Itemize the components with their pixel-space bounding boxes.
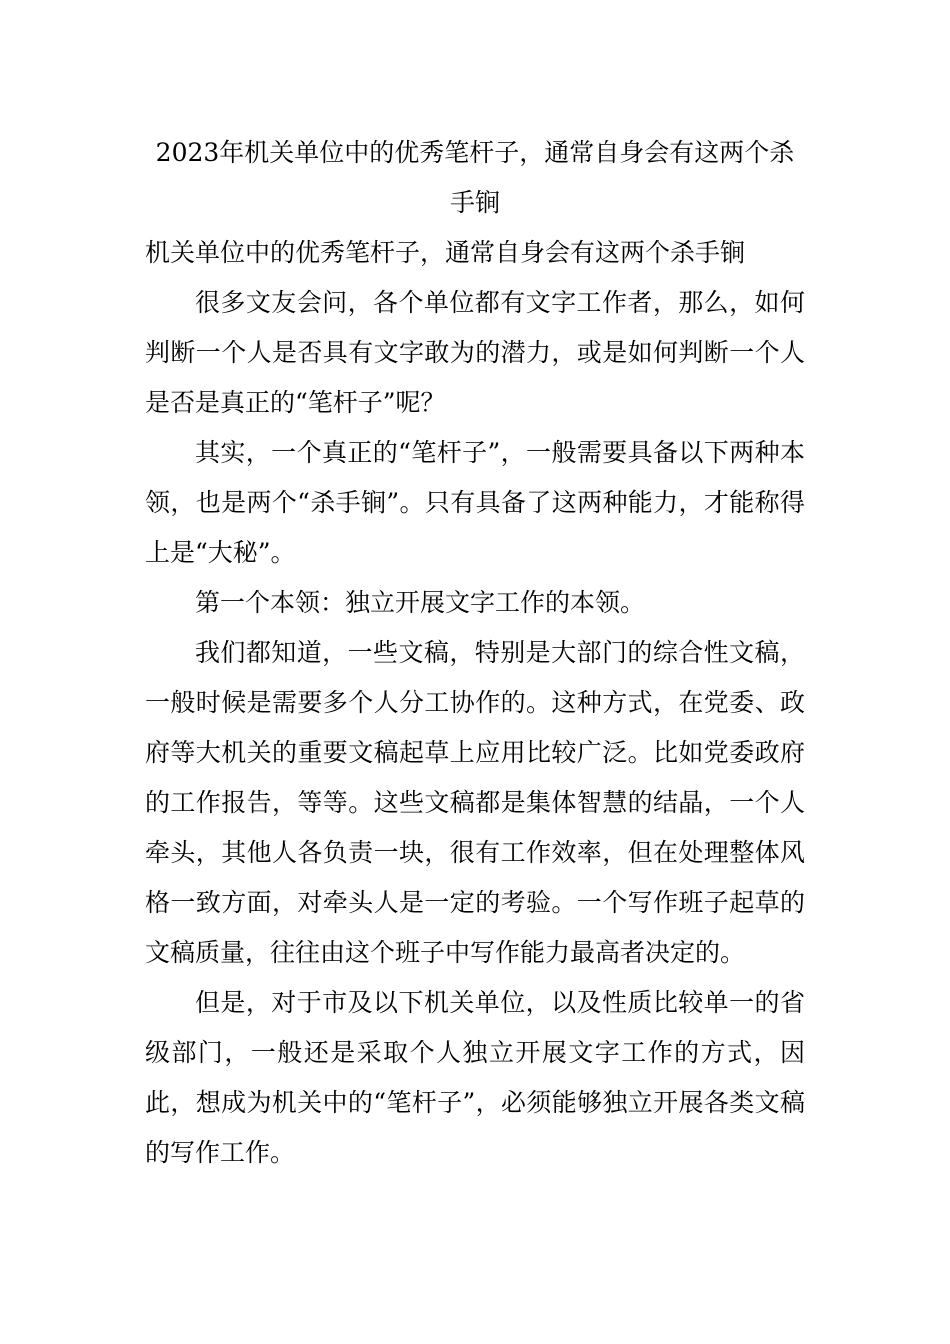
paragraph-5: 但是，对于市及以下机关单位，以及性质比较单一的省级部门，一般还是采取个人独立开展文字工作的方式，因此，想成为机关中的“笔杆子”，必须能够独立开展各类文稿的写作工作。 (145, 988, 805, 1167)
paragraph-1: 很多文友会问，各个单位都有文字工作者，那么，如何判断一个人是否具有文字敢为的潜力，或是如何判断一个人是否是真正的“笔杆子”呢？ (145, 288, 805, 417)
paragraph-4: 我们都知道，一些文稿，特别是大部门的综合性文稿，一般时候是需要多个人分工协作的。这种方式，在党委、政府等大机关的重要文稿起草上应用比较广泛。比如党委政府的工作报告，等等。这些文稿都是集体智慧的结晶，一个人牵头，其他人各负责一块，很有工作效率，但在处理整体风格一致方面，对牵头人是一定的考验。一个写作班子起草的文稿质量，往往由这个班子中写作能力最高者决定的。 (145, 638, 805, 967)
document-subtitle: 机关单位中的优秀笔杆子，通常自身会有这两个杀手锏 (145, 238, 746, 267)
paragraph-3: 第一个本领：独立开展文字工作的本领。 (195, 588, 646, 617)
paragraph-2: 其实，一个真正的“笔杆子”，一般需要具备以下两种本领，也是两个“杀手锏”。只有具备了这两种能力，才能称得上是“大秘”。 (145, 438, 805, 567)
document-body (145, 228, 805, 1178)
document-title: 2023年机关单位中的优秀笔杆子，通常自身会有这两个杀手锏 (155, 138, 795, 217)
